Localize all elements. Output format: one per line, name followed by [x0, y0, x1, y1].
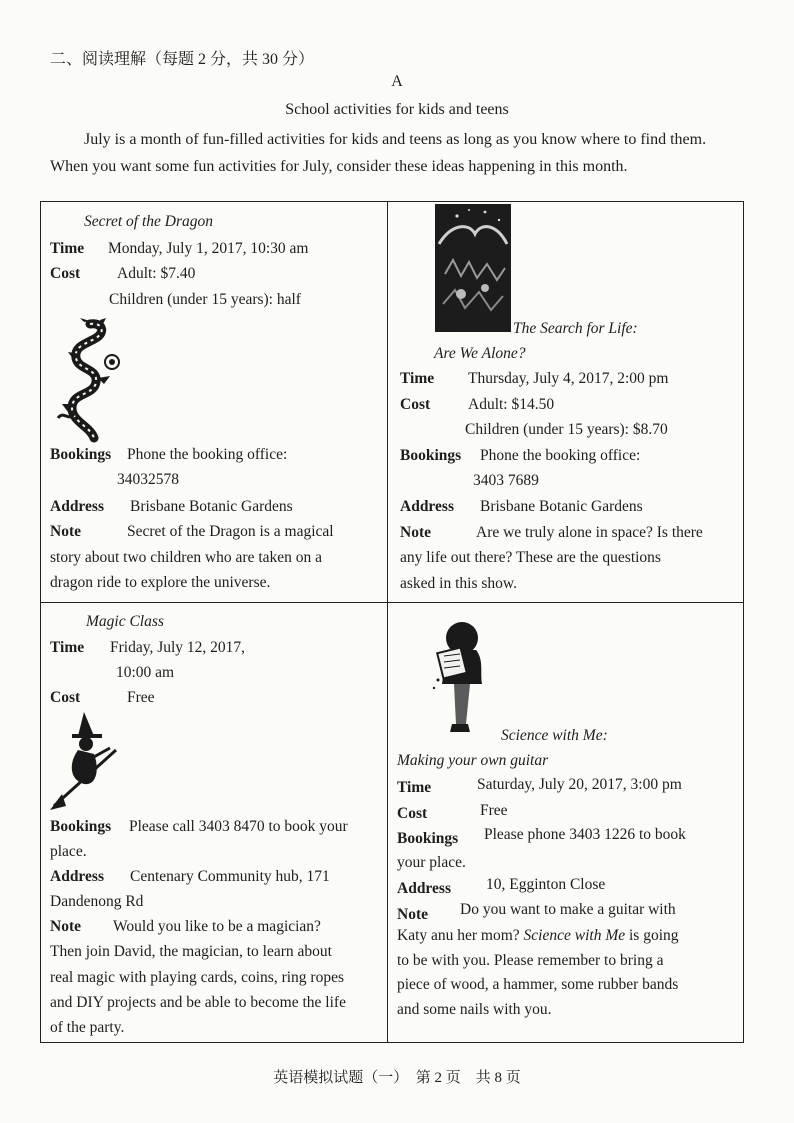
- activity-2-time: Thursday, July 4, 2017, 2:00 pm: [468, 370, 669, 387]
- activity-3-address-line-2: Dandenong Rd: [50, 893, 144, 910]
- activity-1-time-label: Time: [50, 240, 85, 257]
- activity-4-note-line-1: Do you want to make a guitar with: [460, 901, 676, 918]
- activity-1-note-label: Note: [50, 523, 81, 540]
- activity-4-cost-label: Cost: [397, 805, 428, 822]
- activity-4-name-line-2: Making your own guitar: [397, 752, 549, 769]
- activity-4-note-label: Note: [397, 906, 428, 923]
- activity-1-time: Monday, July 1, 2017, 10:30 am: [108, 240, 309, 257]
- activity-1-bookings-number: 34032578: [117, 471, 179, 488]
- activity-2-bookings-number: 3403 7689: [473, 472, 539, 489]
- activity-1-bookings: Phone the booking office:: [127, 446, 288, 463]
- activity-4-time: Saturday, July 20, 2017, 3:00 pm: [477, 776, 682, 793]
- activity-2-bookings-label: Bookings: [400, 447, 462, 464]
- activity-3-bookings-line-2: place.: [50, 843, 87, 860]
- activity-3-note-line-2: Then join David, the magician, to learn about: [50, 943, 332, 960]
- activity-4-address-label: Address: [397, 880, 451, 897]
- activity-1-note-line-1: Secret of the Dragon is a magical: [127, 523, 334, 540]
- witch-illustration: [48, 710, 120, 812]
- activity-3-note-label: Note: [50, 918, 81, 935]
- activity-4-note-line-3: to be with you. Please remember to bring a: [397, 952, 664, 969]
- activity-4-bookings-line-1: Please phone 3403 1226 to book: [484, 826, 686, 843]
- activity-1-cost-children: Children (under 15 years): half: [109, 291, 301, 308]
- activity-3-note-line-5: of the party.: [50, 1019, 125, 1036]
- activity-3-time-label: Time: [50, 639, 85, 656]
- table-horizontal-divider: [40, 602, 744, 603]
- activity-1-name: Secret of the Dragon: [84, 213, 213, 230]
- activity-4-note-line-5: and some nails with you.: [397, 1001, 552, 1018]
- activity-4-bookings-line-2: your place.: [397, 854, 466, 871]
- page-footer: 英语模拟试题（一） 第 2 页 共 8 页: [273, 1070, 521, 1086]
- dragon-illustration: [50, 318, 122, 443]
- activity-1-cost-adult: Adult: $7.40: [117, 265, 196, 282]
- activity-1-address-label: Address: [50, 498, 104, 515]
- activity-2-cost-label: Cost: [400, 396, 431, 413]
- activity-2-address: Brisbane Botanic Gardens: [480, 498, 643, 515]
- activity-2-note-line-1: Are we truly alone in space? Is there: [476, 524, 703, 541]
- girl-with-guitar-illustration: [430, 620, 498, 744]
- table-vertical-divider: [387, 201, 388, 1043]
- activity-3-note-line-1: Would you like to be a magician?: [113, 918, 321, 935]
- activity-4-note-highlight: Science with Me: [523, 927, 626, 944]
- activity-4-time-label: Time: [397, 779, 432, 796]
- activity-2-cost-children: Children (under 15 years): $8.70: [465, 421, 668, 438]
- activity-4-bookings-label: Bookings: [397, 830, 459, 847]
- activity-4-note-line-2: [397, 927, 679, 945]
- activity-1-cost-label: Cost: [50, 265, 81, 282]
- activity-1-bookings-label: Bookings: [50, 446, 112, 463]
- activity-4-note-line-4: piece of wood, a hammer, some rubber bands: [397, 976, 679, 993]
- activity-1-address: Brisbane Botanic Gardens: [130, 498, 293, 515]
- activity-4-address: 10, Egginton Close: [486, 876, 606, 893]
- passage-title: School activities for kids and teens: [285, 101, 509, 118]
- activity-2-note-label: Note: [400, 524, 431, 541]
- activity-2-time-label: Time: [400, 370, 435, 387]
- section-header: 二、阅读理解（每题 2 分，共 30 分）: [50, 51, 315, 68]
- activity-1-note-line-3: dragon ride to explore the universe.: [50, 574, 271, 591]
- activity-3-bookings-line-1: Please call 3403 8470 to book your: [129, 818, 348, 835]
- activity-2-note-line-2: any life out there? These are the questions: [400, 549, 661, 566]
- activity-2-name-line-2: Are We Alone?: [434, 345, 526, 362]
- activity-2-note-line-3: asked in this show.: [400, 575, 517, 592]
- activity-4-name-line-1: Science with Me:: [501, 727, 608, 744]
- activity-3-name: Magic Class: [86, 613, 164, 630]
- activity-3-address-line-1: Centenary Community hub, 171: [130, 868, 330, 885]
- activity-4-cost: Free: [480, 802, 508, 819]
- activity-3-bookings-label: Bookings: [50, 818, 112, 835]
- intro-paragraph: July is a month of fun-filled activities for kids and teens as long as you know where to find them. When you want some fun activities for July, consider these ideas happening in this month.: [50, 131, 707, 175]
- activity-2-address-label: Address: [400, 498, 454, 515]
- activity-3-cost-label: Cost: [50, 689, 81, 706]
- activity-1-note-line-2: story about two children who are taken on a: [50, 549, 323, 566]
- part-label: A: [391, 73, 403, 90]
- activity-4-note-line-2-a: Katy anu her mom?: [397, 927, 524, 944]
- activity-4-note-line-2-c: is going: [625, 927, 679, 944]
- activity-3-cost: Free: [127, 689, 155, 706]
- search-for-life-illustration: [435, 204, 511, 334]
- activity-3-time-line-2: 10:00 am: [116, 664, 175, 681]
- activity-3-address-label: Address: [50, 868, 104, 885]
- activity-3-note-line-3: real magic with playing cards, coins, ring ropes: [50, 969, 344, 986]
- activity-2-name-line-1: The Search for Life:: [513, 320, 638, 337]
- activity-3-time-line-1: Friday, July 12, 2017,: [110, 639, 246, 656]
- activity-2-bookings: Phone the booking office:: [480, 447, 641, 464]
- activity-3-note-line-4: and DIY projects and be able to become the life: [50, 994, 346, 1011]
- activity-2-cost-adult: Adult: $14.50: [468, 396, 555, 413]
